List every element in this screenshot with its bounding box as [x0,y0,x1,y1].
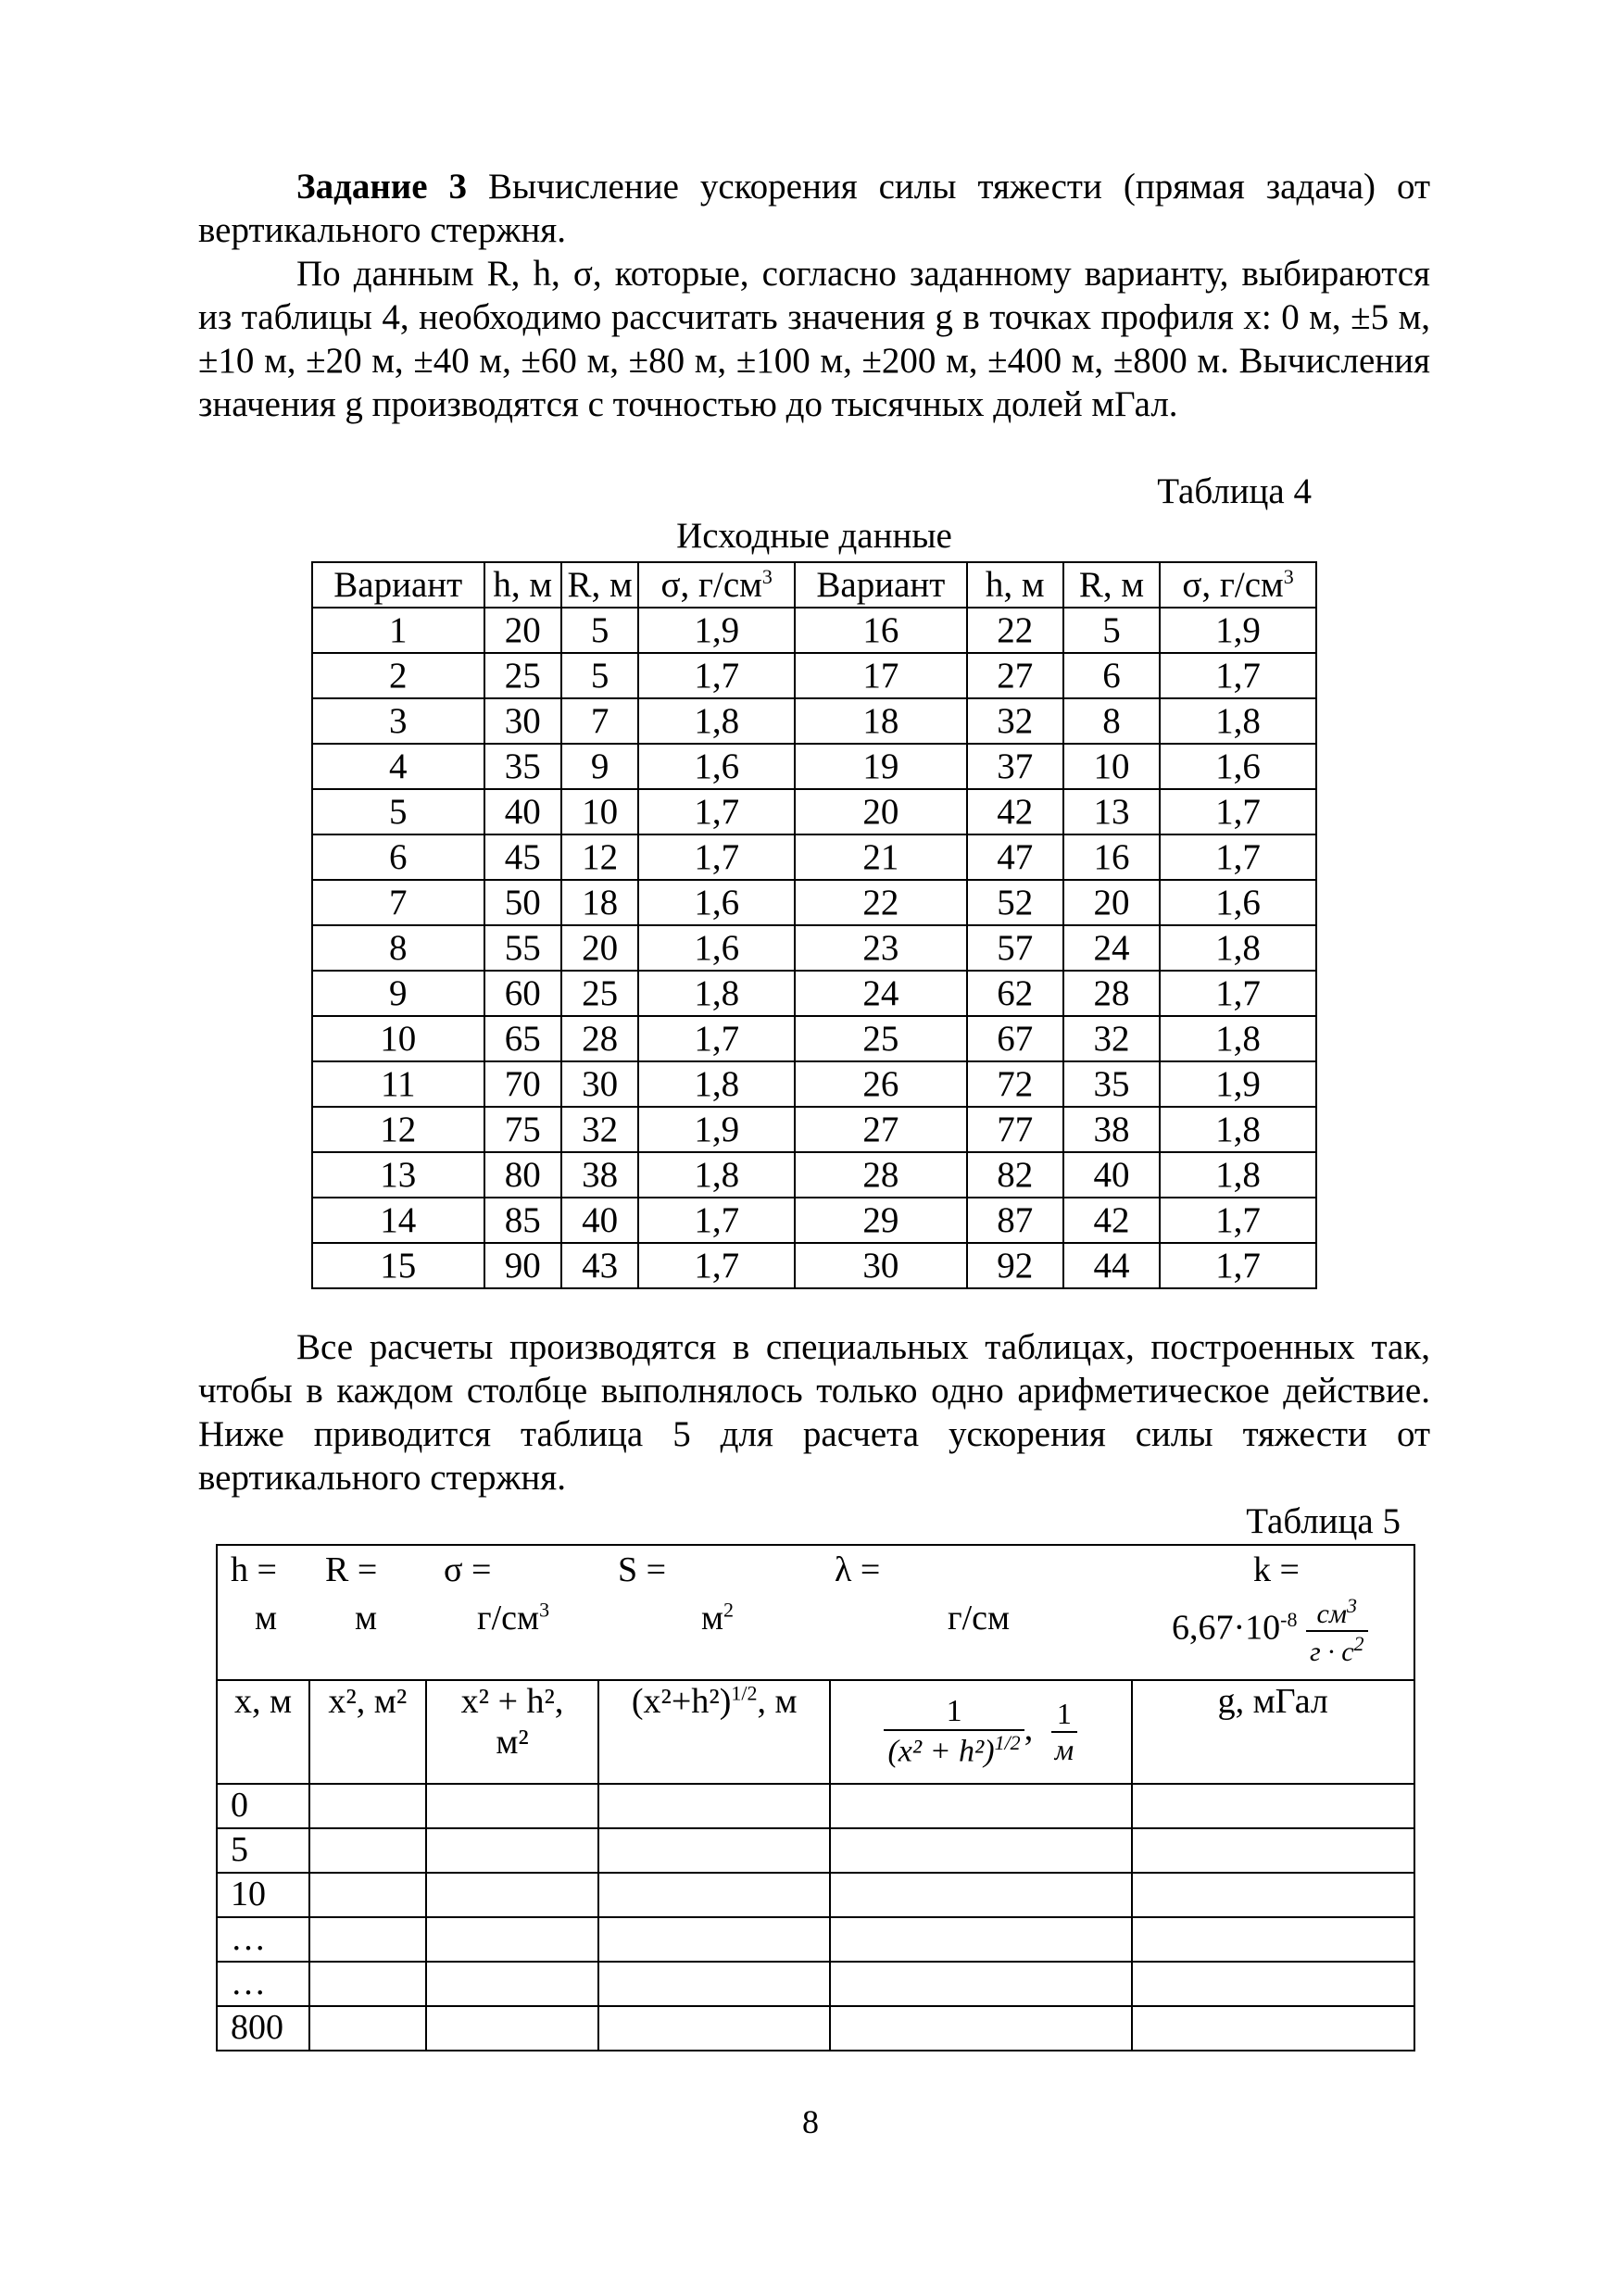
col-sqrt [598,1680,830,1784]
table4-cell: 10 [312,1016,484,1061]
param-s-unit-wrap [701,1598,734,1638]
table4-caption: Исходные данные [676,516,952,556]
param-lambda-unit: г/см [948,1599,1011,1637]
table5-row [217,2006,1414,2051]
table4-cell: 1,7 [1160,1198,1316,1243]
table4-cell: 1,8 [638,698,795,744]
table5-header-row [217,1680,1414,1784]
table4-cell: 8 [1063,698,1160,744]
table5-empty-cell [1132,2006,1415,2051]
table5-empty-cell [309,1917,426,1962]
table4-cell: 5 [561,653,638,698]
page-number: 8 [802,2103,819,2140]
param-s-unit: м [701,1599,724,1637]
table4-row [312,698,1316,744]
table4-cell: 6 [1063,653,1160,698]
table4-cell: 30 [795,1243,967,1288]
col-x2h2-a: x² + h², [460,1682,564,1721]
table4-cell: 26 [795,1061,967,1107]
table5-x-cell: 10 [217,1873,309,1917]
table4-cell: 80 [484,1152,561,1198]
table4-cell: 92 [967,1243,1063,1288]
table4-cell: 32 [1063,1016,1160,1061]
table4-cell: 1,6 [1160,880,1316,925]
table4-row [312,1107,1316,1152]
table4-cell: 23 [795,925,967,971]
table4-cell: 13 [1063,789,1160,834]
table5-empty-cell [830,2006,1131,2051]
table5-intro: Все расчеты производятся в специальных таблицах, построенных так, чтобы в каждом столбце выполнялось только одно арифметическое действие. Ниже приводится таблица 5 для расчета ускорения силы тяжести от вертикального стержня. [198,1327,1430,1498]
col-g: g, мГал [1132,1680,1415,1784]
table4-cell: 90 [484,1243,561,1288]
table4-row [312,971,1316,1016]
table4-row [312,744,1316,789]
table4-cell: 19 [795,744,967,789]
table4-cell: 5 [561,608,638,653]
table4-cell: 43 [561,1243,638,1288]
table4-cell: 8 [312,925,484,971]
task-description: По данным R, h, σ, которые, согласно заданному варианту, выбираются из таблицы 4, необходимо рассчитать значения g в точках профиля x: 0 м, ±5 м, ±10 м, ±20 м, ±40 м, ±60 м, ±80 м, ±100 м, ±200 м, ±400 м, ±800 м. Вычисления значения g производятся с точностью до тысячных долей мГал. [198,254,1430,424]
param-k: k = [1253,1550,1300,1589]
table4-cell: 1,7 [1160,789,1316,834]
col-m-num: 1 [1051,1697,1077,1733]
table4-cell: 20 [561,925,638,971]
table4-cell: 1,9 [1160,1061,1316,1107]
table4-cell: 5 [312,789,484,834]
col-sqrt-exp: 1/2 [731,1681,758,1705]
table4-header-text: σ, г/см [1182,565,1284,605]
table5-x-cell: 800 [217,2006,309,2051]
table4-header-text: σ, г/см [660,565,762,605]
table4-header: Вариант [312,562,484,608]
col-x: x, м [217,1680,309,1784]
table5-empty-cell [598,2006,830,2051]
table4-cell: 10 [1063,744,1160,789]
table4-cell: 16 [1063,834,1160,880]
param-k-num-wrap [1306,1594,1368,1632]
col-sqrt-text: (x²+h²) [631,1682,732,1721]
table4-cell: 50 [484,880,561,925]
table5-empty-cell [1132,1917,1415,1962]
table4-cell: 62 [967,971,1063,1016]
table5-empty-cell [598,1962,830,2006]
table5-empty-cell [598,1784,830,1828]
table4-cell: 1,8 [1160,1107,1316,1152]
table4-cell: 1 [312,608,484,653]
task-heading [198,165,1430,252]
table4-cell: 1,7 [638,834,795,880]
table4-cell: 25 [561,971,638,1016]
table4-header [1160,562,1316,608]
table5-empty-cell [426,2006,599,2051]
table4-cell: 29 [795,1198,967,1243]
table4-cell: 1,6 [638,880,795,925]
param-s-sup: 2 [723,1598,735,1622]
table4-cell: 1,8 [1160,698,1316,744]
table4-cell: 10 [561,789,638,834]
table4-cell: 1,7 [1160,653,1316,698]
table4-cell: 6 [312,834,484,880]
param-sigma-unit: г/см [477,1599,540,1637]
param-sigma-sup: 3 [539,1598,550,1622]
table4-cell: 1,7 [638,653,795,698]
table5-row [217,1962,1414,2006]
table4-cell: 14 [312,1198,484,1243]
param-sigma-unit-wrap [477,1598,549,1638]
table4-cell: 67 [967,1016,1063,1061]
col-m-den: м [1054,1733,1074,1766]
table4-cell: 24 [795,971,967,1016]
param-k-value-wrap [1172,1594,1368,1668]
table5-empty-cell [426,1917,599,1962]
param-k-value: 6,67·10 [1172,1608,1281,1648]
table4-cell: 1,9 [638,608,795,653]
col-inverse-fraction [884,1694,1024,1769]
table5-body [217,1784,1414,2051]
col-x2h2-b: м² [496,1723,529,1762]
table4-cell: 17 [795,653,967,698]
table5-empty-cell [830,1828,1131,1873]
table4-row [312,1198,1316,1243]
table4-header [638,562,795,608]
table5 [216,1544,1415,2051]
table5-empty-cell [309,1873,426,1917]
table4-cell: 42 [967,789,1063,834]
table5-empty-cell [1132,1873,1415,1917]
param-k-den-wrap [1306,1632,1368,1668]
table4-cell: 1,8 [1160,1152,1316,1198]
table4-cell: 3 [312,698,484,744]
table5-row [217,1873,1414,1917]
table4-header-sup: 3 [1283,565,1294,588]
table4 [311,561,1317,1289]
col-inverse [830,1680,1131,1784]
table4-header: h, м [484,562,561,608]
param-k-den-sup: 2 [1353,1632,1364,1655]
table4-label: Таблица 4 [1157,471,1312,511]
param-r: R = [325,1550,378,1589]
table5-empty-cell [830,1784,1131,1828]
table5-label: Таблица 5 [1246,1501,1401,1541]
table5-empty-cell [426,1784,599,1828]
table5-empty-cell [598,1873,830,1917]
task-title-rest: Вычисление ускорения силы тяжести (прямая задача) от вертикального стержня. [198,167,1431,250]
table4-cell: 42 [1063,1198,1160,1243]
table4-cell: 55 [484,925,561,971]
param-h: h = [231,1550,277,1589]
table5-params-row [217,1545,1414,1680]
table4-cell: 44 [1063,1243,1160,1288]
table4-cell: 1,6 [638,744,795,789]
param-k-den: г · с [1309,1637,1354,1667]
table4-cell: 45 [484,834,561,880]
table4-cell: 70 [484,1061,561,1107]
table4-cell: 1,9 [638,1107,795,1152]
table4-cell: 20 [484,608,561,653]
table4-cell: 28 [1063,971,1160,1016]
table4-cell: 7 [312,880,484,925]
table4-cell: 1,8 [638,1152,795,1198]
table4-row [312,1016,1316,1061]
table4-cell: 87 [967,1198,1063,1243]
table4-cell: 1,7 [638,1243,795,1288]
table5-empty-cell [426,1828,599,1873]
param-s: S = [618,1550,667,1589]
table4-cell: 38 [561,1152,638,1198]
param-k-exp: -8 [1280,1608,1298,1632]
table4-row [312,880,1316,925]
table4-cell: 1,7 [1160,971,1316,1016]
col-inverse-den-wrap [884,1731,1024,1769]
table5-empty-cell [830,1962,1131,2006]
table5-empty-cell [309,1962,426,2006]
table4-cell: 22 [795,880,967,925]
table4-cell: 1,7 [638,789,795,834]
table4-cell: 9 [312,971,484,1016]
table4-cell: 24 [1063,925,1160,971]
table4-cell: 65 [484,1016,561,1061]
table4-header: R, м [1063,562,1160,608]
table4-cell: 7 [561,698,638,744]
table4-cell: 57 [967,925,1063,971]
col-inverse-num: 1 [884,1694,1024,1731]
table5-empty-cell [309,2006,426,2051]
table4-header-row [312,562,1316,608]
table4-cell: 40 [1063,1152,1160,1198]
table4-cell: 75 [484,1107,561,1152]
col-m-fraction [1051,1697,1077,1767]
table5-empty-cell [830,1917,1131,1962]
table4-cell: 13 [312,1152,484,1198]
col-inverse-exp: 1/2 [994,1731,1021,1755]
table4-cell: 15 [312,1243,484,1288]
table4-cell: 37 [967,744,1063,789]
table4-cell: 1,7 [638,1016,795,1061]
table4-cell: 47 [967,834,1063,880]
table4-cell: 25 [484,653,561,698]
table4-cell: 72 [967,1061,1063,1107]
table4-cell: 22 [967,608,1063,653]
table5-empty-cell [1132,1962,1415,2006]
col-x2: x², м² [309,1680,426,1784]
table4-cell: 1,9 [1160,608,1316,653]
table4-cell: 27 [967,653,1063,698]
table4-cell: 60 [484,971,561,1016]
table4-cell: 35 [1063,1061,1160,1107]
table4-row [312,834,1316,880]
table5-empty-cell [830,1873,1131,1917]
table5-row [217,1917,1414,1962]
table4-cell: 1,8 [638,971,795,1016]
table5-empty-cell [598,1828,830,1873]
table4-row [312,653,1316,698]
table4-cell: 1,6 [638,925,795,971]
table4-row [312,1061,1316,1107]
param-r-unit: м [355,1599,378,1637]
col-inverse-comma: , [1024,1709,1034,1749]
table4-cell: 1,6 [1160,744,1316,789]
param-k-num: см [1316,1599,1347,1629]
table4-cell: 1,8 [1160,1016,1316,1061]
table4-cell: 82 [967,1152,1063,1198]
table5-x-cell: … [217,1917,309,1962]
table5-empty-cell [426,1873,599,1917]
table4-cell: 32 [967,698,1063,744]
table5-empty-cell [309,1784,426,1828]
table5-x-cell: … [217,1962,309,2006]
table4-row [312,789,1316,834]
table5-empty-cell [1132,1784,1415,1828]
table5-empty-cell [309,1828,426,1873]
table4-cell: 4 [312,744,484,789]
table4-cell: 25 [795,1016,967,1061]
table4-cell: 38 [1063,1107,1160,1152]
table4-cell: 20 [1063,880,1160,925]
table4-cell: 52 [967,880,1063,925]
table4-cell: 5 [1063,608,1160,653]
table4-cell: 30 [561,1061,638,1107]
table5-empty-cell [1132,1828,1415,1873]
table4-cell: 77 [967,1107,1063,1152]
table4-cell: 27 [795,1107,967,1152]
table4-header: Вариант [795,562,967,608]
table4-cell: 2 [312,653,484,698]
table4-cell: 18 [795,698,967,744]
table4-cell: 11 [312,1061,484,1107]
table4-row [312,1152,1316,1198]
table5-empty-cell [426,1962,599,2006]
table5-empty-cell [598,1917,830,1962]
col-x2h2 [426,1680,599,1784]
table4-header: R, м [561,562,638,608]
param-h-unit: м [255,1599,278,1637]
table4-body [312,608,1316,1288]
table5-row [217,1828,1414,1873]
param-k-fraction [1306,1594,1368,1668]
col-sqrt-unit: , м [757,1682,798,1721]
table4-header-sup: 3 [761,565,773,588]
table4-cell: 9 [561,744,638,789]
table5-x-cell: 5 [217,1828,309,1873]
table4-row [312,608,1316,653]
table4-cell: 1,8 [1160,925,1316,971]
param-sigma: σ = [444,1550,492,1589]
table5-row [217,1784,1414,1828]
table4-cell: 28 [561,1016,638,1061]
table4-cell: 32 [561,1107,638,1152]
param-lambda: λ = [835,1550,881,1589]
table4-cell: 85 [484,1198,561,1243]
col-inverse-den: (x² + h²) [887,1734,995,1769]
table4-cell: 16 [795,608,967,653]
table4-cell: 1,7 [1160,1243,1316,1288]
task-title: Задание 3 [296,167,468,207]
table4-cell: 30 [484,698,561,744]
table4-cell: 12 [312,1107,484,1152]
table4-cell: 35 [484,744,561,789]
table4-cell: 20 [795,789,967,834]
table5-params-cell [217,1545,1414,1680]
table4-row [312,1243,1316,1288]
table4-cell: 1,7 [1160,834,1316,880]
param-k-num-sup: 3 [1346,1594,1357,1617]
table4-cell: 1,8 [638,1061,795,1107]
table4-row [312,925,1316,971]
table4-cell: 12 [561,834,638,880]
table4-cell: 18 [561,880,638,925]
table4-cell: 40 [561,1198,638,1243]
table4-cell: 21 [795,834,967,880]
table4-cell: 28 [795,1152,967,1198]
table4-cell: 40 [484,789,561,834]
table4-header: h, м [967,562,1063,608]
table5-x-cell: 0 [217,1784,309,1828]
table4-cell: 1,7 [638,1198,795,1243]
